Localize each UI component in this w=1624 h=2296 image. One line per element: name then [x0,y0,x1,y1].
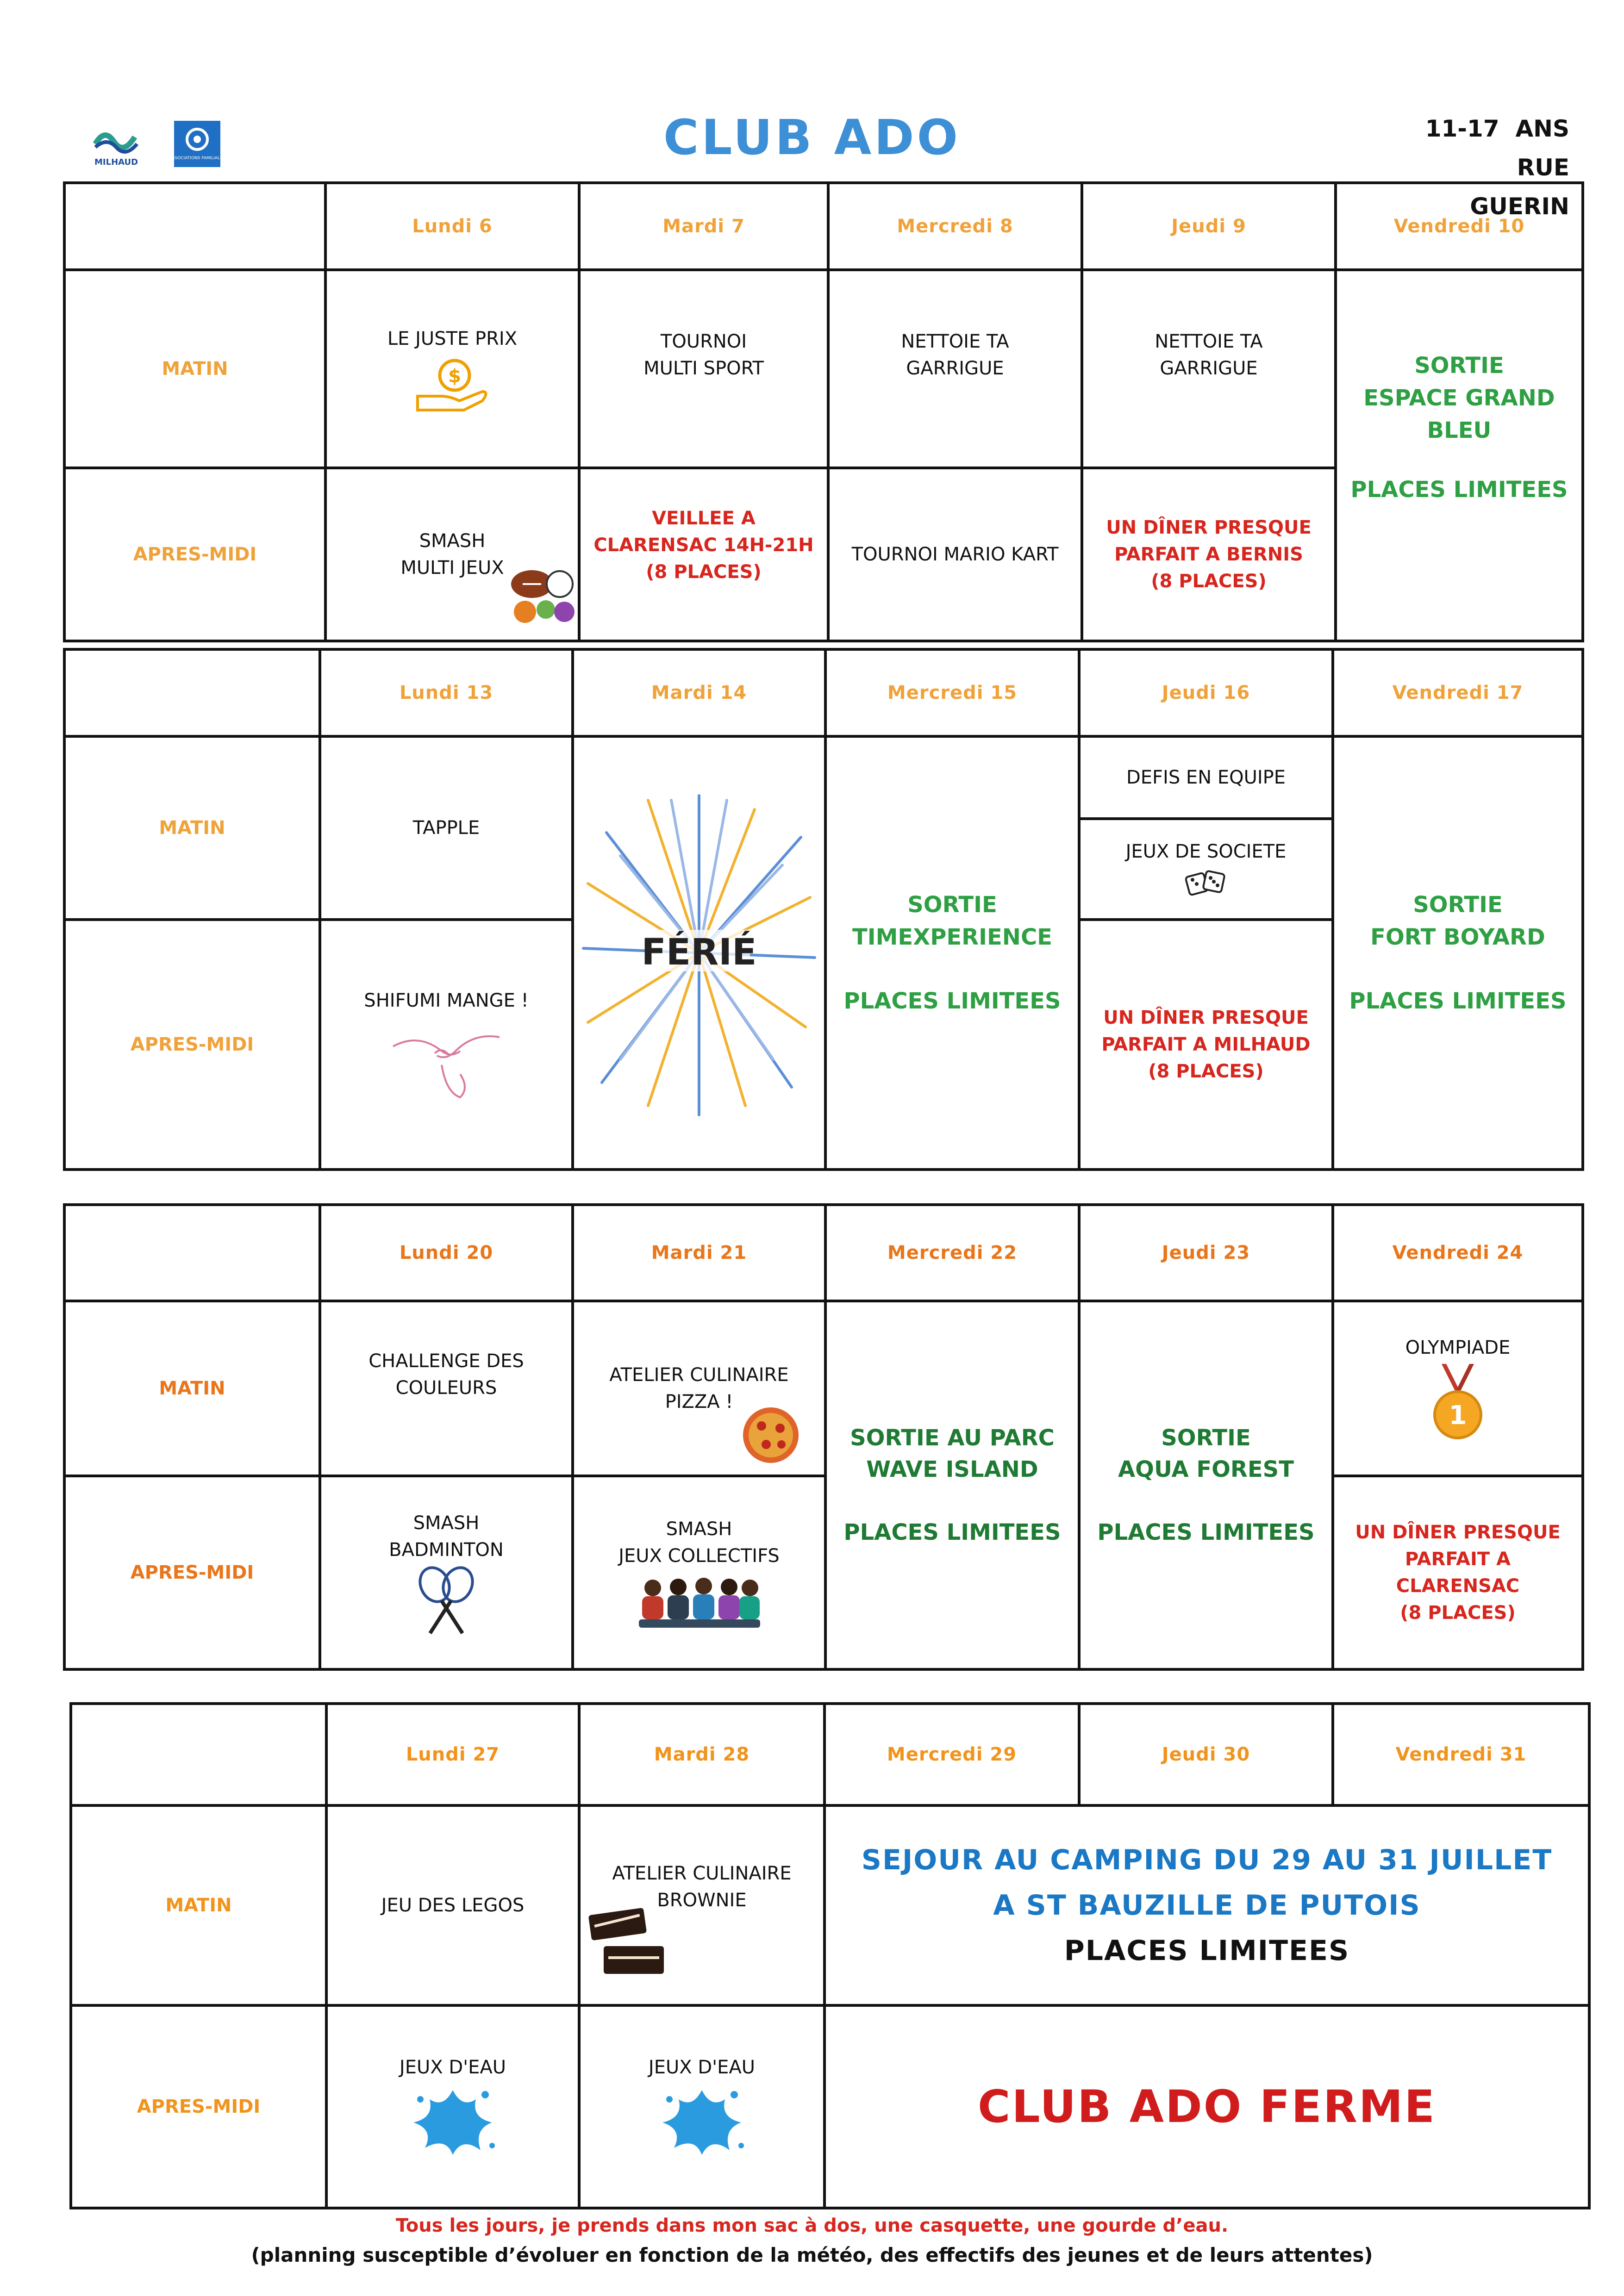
activity-cell: TAPPLE [320,736,573,920]
brownie-icon [585,1907,673,1981]
corner-cell [64,183,325,270]
fireworks-icon [579,782,819,1124]
activity-cell [320,920,573,1170]
activity-text: PIZZA ! [665,1391,733,1412]
day-header: Lundi 13 [320,649,573,736]
day-header: Vendredi 31 [1333,1704,1589,1805]
activity-text: CLARENSAC 14H-21H [593,535,814,556]
outing-text: AQUA FOREST [1118,1456,1294,1482]
corner-cell [64,649,320,736]
activity-text: (8 PLACES) [1151,571,1267,592]
outing-cell [1079,1301,1333,1669]
activity-cell [326,2005,579,2208]
activity-text: JEUX D'EAU [399,2057,506,2078]
hands-icon [391,1019,502,1102]
matin-label: MATIN [71,1805,326,2005]
outing-cell [825,736,1079,1170]
activity-text: UN DÎNER PRESQUE [1355,1522,1561,1543]
activity-text: (8 PLACES) [646,561,762,583]
day-header: Lundi 20 [320,1205,573,1301]
day-header: Jeudi 16 [1079,649,1333,736]
camping-location: A ST BAUZILLE DE PUTOIS [993,1889,1421,1922]
day-header: Lundi 6 [325,183,579,270]
matin-label: MATIN [64,270,325,468]
activity-cell [1079,920,1333,1170]
activity-cell [325,468,579,641]
week-1-table [63,181,1584,642]
activity-cell [1333,1301,1583,1476]
camping-text: SEJOUR AU CAMPING DU 29 AU 31 JUILLET [861,1844,1553,1876]
water-splash-icon [406,2081,499,2159]
activity-text: MULTI SPORT [643,358,764,379]
holiday-cell [573,736,825,1170]
activity-cell [1079,819,1333,920]
activity-text: LE JUSTE PRIX [387,328,518,349]
week-4-table [69,1702,1591,2209]
badminton-icon [414,1566,479,1636]
day-header: Mardi 21 [573,1205,825,1301]
week-3-table [63,1203,1584,1671]
day-header: Jeudi 9 [1082,183,1336,270]
day-header: Vendredi 24 [1333,1205,1583,1301]
activity-text: JEUX D'EAU [648,2057,756,2078]
activity-cell [320,1301,573,1476]
matin-label: MATIN [64,1301,320,1476]
outing-text: BLEU [1427,417,1492,443]
outing-text: SORTIE [907,892,997,918]
activity-cell [579,2005,824,2208]
apres-midi-label: APRES-MIDI [64,920,320,1170]
activity-text: UN DÎNER PRESQUE [1103,1007,1309,1028]
outing-text: FORT BOYARD [1370,924,1545,950]
dice-icon [1185,868,1227,900]
activity-cell [573,1476,825,1669]
outing-text: ESPACE GRAND [1363,385,1555,411]
activity-text: SMASH [666,1518,732,1540]
activity-cell [579,1805,824,2005]
svg-text:ASSOCIATIONS FAMILIALES: ASSOCIATIONS FAMILIALES [172,156,223,161]
activity-text: ATELIER CULINAIRE [612,1863,792,1884]
activity-cell [828,270,1082,468]
outing-cell [1336,270,1583,641]
svg-text:MILHAUD: MILHAUD [94,157,138,167]
apres-midi-label: APRES-MIDI [64,468,325,641]
day-header: Mercredi 8 [828,183,1082,270]
activity-text: MULTI JEUX [400,557,504,579]
activity-cell [579,270,828,468]
page-title: CLUB ADO [663,109,961,166]
svg-text:1: 1 [1449,1400,1467,1431]
outing-text: SORTIE AU PARC [850,1425,1055,1451]
svg-text:$: $ [448,366,461,387]
matin-label: MATIN [64,736,320,920]
corner-cell [71,1704,326,1805]
activity-text: JEUX DE SOCIETE [1125,841,1287,862]
activity-text: OLYMPIADE [1405,1337,1511,1358]
closed-notice: CLUB ADO FERME [824,2005,1589,2208]
activity-text: TOURNOI [660,331,747,352]
day-header: Jeudi 23 [1079,1205,1333,1301]
outing-text: SORTIE [1161,1425,1251,1451]
day-header: Mercredi 22 [825,1205,1079,1301]
activity-text: (8 PLACES) [1148,1061,1264,1082]
activity-cell: JEU DES LEGOS [326,1805,579,2005]
ferie-text: FÉRIÉ [641,932,757,973]
activity-text: GARRIGUE [1160,358,1258,379]
camping-cell [824,1805,1589,2005]
places-limited: PLACES LIMITEES [843,988,1061,1014]
week-2-table [63,648,1584,1171]
activity-text: JEUX COLLECTIFS [618,1545,780,1567]
activity-text: ATELIER CULINAIRE [609,1364,789,1386]
activity-text: SHIFUMI MANGE ! [364,990,529,1011]
activity-cell [1082,468,1336,641]
activity-text: NETTOIE TA [901,331,1009,352]
address: RUE GUERIN [1470,154,1569,220]
apres-midi-label: APRES-MIDI [71,2005,326,2208]
day-header: Mercredi 15 [825,649,1079,736]
day-header: Lundi 27 [326,1704,579,1805]
activity-text: CHALLENGE DES [369,1350,524,1372]
activity-text: BROWNIE [657,1890,747,1911]
places-limited: PLACES LIMITEES [1349,988,1567,1014]
day-header: Vendredi 17 [1333,649,1583,736]
activity-text: SMASH [413,1512,480,1534]
activity-text: COULEURS [395,1377,497,1399]
sports-balls-icon [506,561,576,626]
activity-text: PARFAIT A MILHAUD [1101,1034,1311,1055]
activity-cell [325,270,579,468]
outing-cell [1333,736,1583,1170]
activity-cell [320,1476,573,1669]
day-header: Jeudi 30 [1079,1704,1333,1805]
outing-text: TIMEXPERIENCE [852,924,1052,950]
places-limited: PLACES LIMITEES [1097,1519,1315,1545]
places-limited: PLACES LIMITEES [1350,477,1568,503]
activity-text: VEILLEE A [652,508,756,529]
activity-cell: TOURNOI MARIO KART [828,468,1082,641]
outing-cell [825,1301,1079,1669]
day-header-row [64,183,1583,270]
pizza-icon [741,1405,801,1465]
activity-text: NETTOIE TA [1155,331,1263,352]
activity-text: PARFAIT A BERNIS [1114,544,1303,565]
medal-icon [1432,1364,1483,1443]
activity-cell [579,468,828,641]
activity-cell: DEFIS EN EQUIPE [1079,736,1333,819]
day-header: Mercredi 29 [824,1704,1079,1805]
day-header: Vendredi 10 [1336,183,1583,270]
activity-text: CLARENSAC [1396,1575,1520,1597]
activity-cell [1333,1476,1583,1669]
activity-cell [573,1301,825,1476]
day-header: Mardi 14 [573,649,825,736]
day-header: Mardi 7 [579,183,828,270]
places-limited: PLACES LIMITEES [843,1519,1061,1545]
group-icon [637,1574,762,1630]
outing-text: SORTIE [1414,353,1504,379]
day-header: Mardi 28 [579,1704,824,1805]
footer-reminder: Tous les jours, je prends dans mon sac à dos, une casquette, une gourde d’eau. [395,2215,1229,2236]
activity-text: GARRIGUE [906,358,1004,379]
places-limited: PLACES LIMITEES [1064,1935,1350,1967]
activity-text: SMASH [419,530,486,552]
activity-text: BADMINTON [389,1539,504,1561]
activity-cell [1082,270,1336,468]
age-range: 11-17 ANS [1425,115,1569,142]
activity-text: UN DÎNER PRESQUE [1106,517,1312,538]
activity-text: PARFAIT A [1405,1549,1511,1570]
footer-note: (planning susceptible d’évoluer en fonction de la météo, des effectifs des jeunes et de leurs attentes) [251,2244,1373,2266]
outing-text: SORTIE [1413,892,1503,918]
corner-cell [64,1205,320,1301]
water-splash-icon [656,2081,748,2159]
money-hand-icon [413,357,492,412]
outing-text: WAVE ISLAND [866,1456,1038,1482]
apres-midi-label: APRES-MIDI [64,1476,320,1669]
activity-text: (8 PLACES) [1400,1602,1516,1624]
